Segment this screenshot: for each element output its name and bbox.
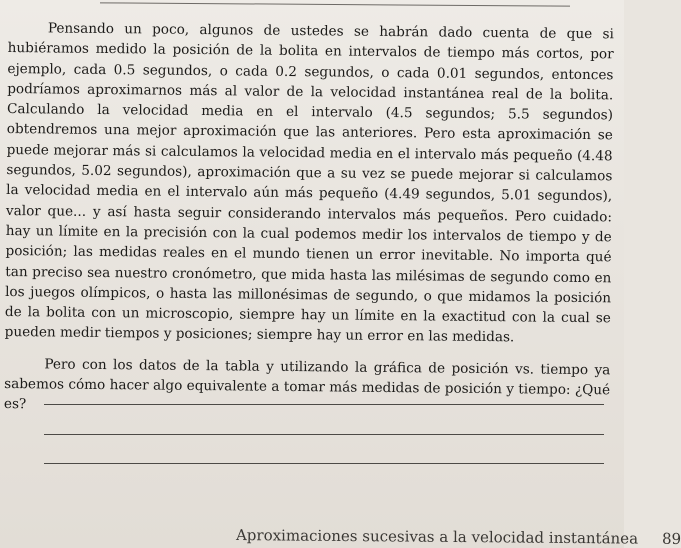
answer-line-2[interactable] xyxy=(44,434,604,435)
answer-line-1[interactable] xyxy=(44,404,604,405)
top-rule xyxy=(100,2,570,6)
page-footer xyxy=(236,526,681,548)
paragraph-question: Pero con los datos de la tabla y utilizando la gráfica de posición vs. tiempo ya sabemos cómo hacer algo equivalente a tomar más medidas de posición y tiempo: ¿Qué es? xyxy=(3,356,611,413)
footer-title: Aproximaciones sucesivas a la velocidad instantánea xyxy=(235,526,639,548)
body-text xyxy=(4,18,614,421)
page-number: 89 xyxy=(661,529,681,548)
paragraph-reasoning: Pensando un poco, algunos de ustedes se habrán dado cuenta de que si hubiéramos medido la posición de la bolita en intervalos de tiempo más cortos, por ejemplo, cada 0.5 segundos, o cada 0.2 segundos, o cada 0.01 segundos, entonces podríamos aproximarnos más al valor de la velocidad instantánea real de la bolita. Calculando la velocidad media en el intervalo (4.5 segundos; 5.5 segundos) obtendremos una mejor aproximación que las anteriores. Pero esta aproximación se puede mejorar más si calculamos la velocidad media en el intervalo más pequeño (4.48 segundos, 5.02 segundos), aproximación que a su vez se puede mejorar si calculamos la velocidad media en el intervalo aún más pequeño (4.49 segundos, 5.01 segundos), valor que... y así hasta seguir considerando intervalos más pequeños. Pero cuidado: hay un límite en la precisión con la cual podemos medir los intervalos de tiempo y de posición; las medidas reales en el mundo tienen un error inevitable. No importa qué tan preciso sea nuestro cronómetro, que mida hasta las milésimas de segundo como en los juegos olímpicos, o hasta las millonésimas de segundo, o que midamos la posición de la bolita con un microscopio, siempre hay un límite en la exactitud con la cual se pueden medir tiempos y posiciones; siempre hay un error en las medidas. xyxy=(4,20,614,346)
answer-line-3[interactable] xyxy=(44,463,604,464)
